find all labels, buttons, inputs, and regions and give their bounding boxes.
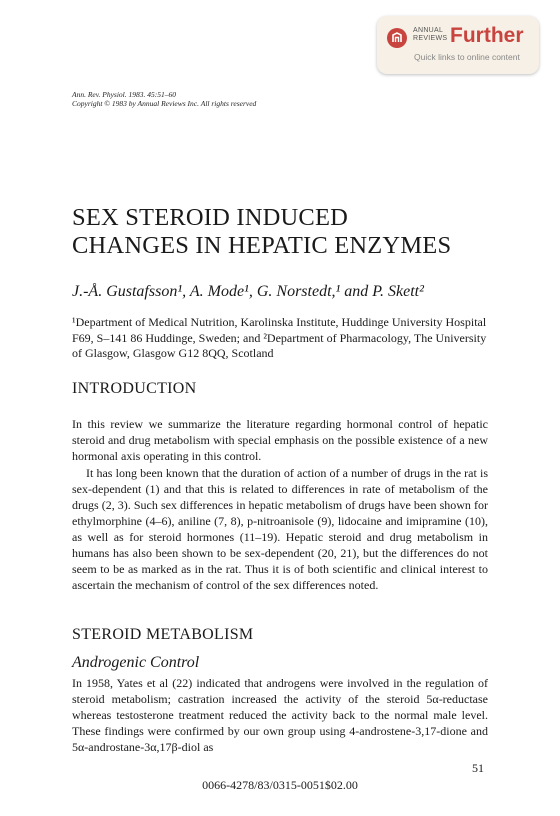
introduction-heading: INTRODUCTION xyxy=(72,380,197,397)
introduction-paragraph-1: In this review we summarize the literature regarding hormonal control of hepatic steroid and drug metabolism with special emphasis on the possible existence of a new hormonal axis operating in this control. xyxy=(72,417,488,463)
author-list: J.-Å. Gustafsson¹, A. Mode¹, G. Norstedt,¹ and P. Skett² xyxy=(72,283,424,300)
introduction-paragraph-2: It has long been known that the duration of action of a number of drugs in the rat is sex-dependent (1) and that this is related to differences in rate of metabolism of the drugs (2, 3). Such sex differences in hepatic metabolism of drugs have been shown for ethylmorphine (4–6), aniline (7, 8), p-nitroanisole (9), lidocaine and imipramine (10), as well as for steroid hormones (11–19). Hepatic steroid and drug metabolism in humans has also been shown to be sex-dependent (20, 21), but the differences do not seem to be as marked as in the rat. Thus it is of both scientific and clinical interest to ascertain the mechanism of control of the sex differences noted. xyxy=(72,466,488,592)
issn-footer: 0066-4278/83/0315-0051$02.00 xyxy=(202,778,358,792)
androgenic-control-subheading: Androgenic Control xyxy=(72,654,200,671)
steroid-metabolism-heading: STEROID METABOLISM xyxy=(72,626,254,643)
journal-citation xyxy=(72,90,256,108)
citation-line-2: Copyright © 1983 by Annual Reviews Inc. All rights reserved xyxy=(72,99,257,108)
annual-reviews-wordmark: ANNUAL REVIEWS xyxy=(413,27,448,42)
article-title xyxy=(72,204,451,260)
further-badge[interactable] xyxy=(377,16,539,74)
further-label[interactable]: Further xyxy=(450,24,524,47)
title-line-2: CHANGES IN HEPATIC ENZYMES xyxy=(72,232,452,259)
further-subtitle[interactable]: Quick links to online content xyxy=(414,52,520,62)
author-affiliations: ¹Department of Medical Nutrition, Karolinska Institute, Huddinge University Hospital F69, S–141 86 Huddinge, Sweden; and ²Department of Pharmacology, The University of Glasgow, Glasgow G12 8QQ, Scotland xyxy=(72,315,487,360)
page-number: 51 xyxy=(472,761,484,775)
androgenic-control-paragraph: In 1958, Yates et al (22) indicated that androgens were involved in the regulation of steroid metabolism; castration increased the activity of the steroid 5α-reductase whereas testosterone treatment reduced the activity back to the normal male level. These findings were confirmed by our own group using 4-androstene-3,17-dione and 5α-androstane-3α,17β-diol as xyxy=(72,676,488,754)
annual-reviews-logo-icon xyxy=(387,28,407,48)
citation-line-1: Ann. Rev. Physiol. 1983. 45:51–60 xyxy=(72,90,177,99)
title-line-1: SEX STEROID INDUCED xyxy=(72,204,349,231)
